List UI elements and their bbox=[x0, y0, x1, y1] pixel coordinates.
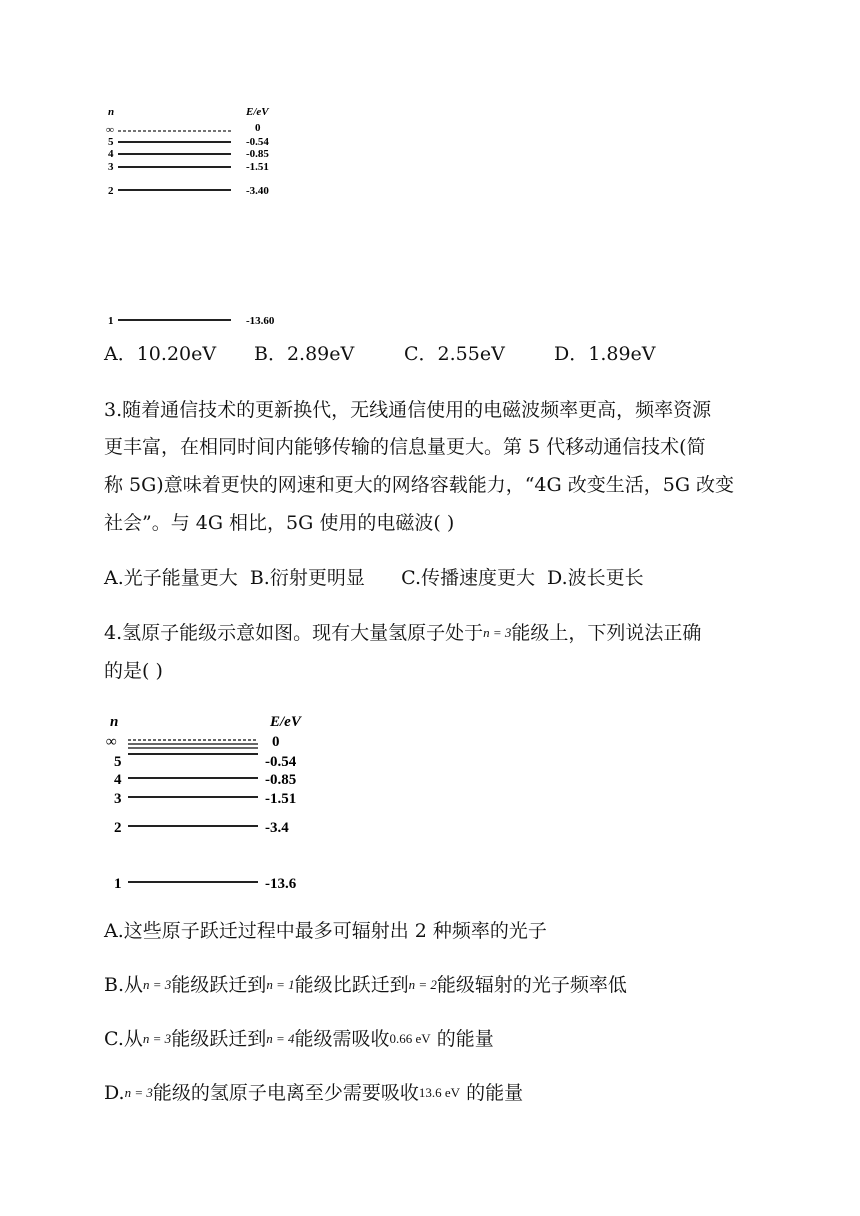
q4-option-b-n2: n = 2 bbox=[408, 977, 437, 992]
q4-option-b-n1: n = 1 bbox=[266, 977, 295, 992]
level-label-inf: ∞ bbox=[106, 124, 114, 136]
q4-option-c-n4: n = 4 bbox=[266, 1031, 295, 1046]
q4-option-a: A.这些原子跃迁过程中最多可辐射出 2 种频率的光子 bbox=[104, 920, 547, 942]
level-energy-inf: 0 bbox=[255, 122, 261, 134]
level-label-3: 3 bbox=[114, 791, 122, 807]
n-header: n bbox=[110, 714, 119, 730]
q4-option-d-text-3: 的能量 bbox=[460, 1082, 524, 1104]
level-label-5: 5 bbox=[108, 136, 114, 148]
level-label-4: 4 bbox=[108, 148, 114, 160]
q4-option-b bbox=[104, 967, 627, 1003]
level-energy-3: -1.51 bbox=[246, 161, 269, 173]
q3-line-4: 社会”。与 4G 相比，5G 使用的电磁波( ) bbox=[104, 512, 455, 534]
n-header: n bbox=[108, 106, 115, 118]
q3-line-3: 称 5G)意味着更快的网速和更大的网络容载能力，“4G 改变生活，5G 改变 bbox=[104, 474, 735, 496]
q3-line-2: 更丰富，在相同时间内能够传输的信息量更大。第 5 代移动通信技术(简 bbox=[104, 436, 706, 458]
level-label-2: 2 bbox=[108, 185, 114, 197]
q4-option-c-text-3: 能级需吸收 bbox=[294, 1028, 390, 1050]
level-energy-2: -3.4 bbox=[265, 820, 289, 836]
q4-option-b-text-4: 能级辐射的光子频率低 bbox=[436, 974, 627, 996]
q4-line-1 bbox=[104, 615, 701, 651]
q4-option-b-n3: n = 3 bbox=[143, 977, 172, 992]
q4-option-c-text-1: C.从 bbox=[104, 1028, 143, 1050]
q3-line-1: 3.随着通信技术的更新换代，无线通信使用的电磁波频率更高，频率资源 bbox=[104, 399, 712, 421]
q2-option-c: C．2.55eV bbox=[404, 343, 505, 365]
level-energy-inf: 0 bbox=[272, 734, 280, 750]
level-label-inf: ∞ bbox=[106, 734, 117, 750]
e-header: E/eV bbox=[246, 106, 269, 118]
level-label-1: 1 bbox=[114, 876, 122, 892]
q2-option-a: A．10.20eV bbox=[104, 343, 217, 365]
energy-level-diagram-1 bbox=[100, 100, 300, 335]
q4-option-d-text-1: D. bbox=[104, 1082, 125, 1104]
level-energy-3: -1.51 bbox=[265, 791, 297, 807]
q4-option-d-text-2: 能级的氢原子电离至少需要吸收 bbox=[152, 1082, 419, 1104]
e-header: E/eV bbox=[270, 714, 301, 730]
q4-option-b-text-1: B.从 bbox=[104, 974, 144, 996]
level-label-1: 1 bbox=[108, 315, 114, 327]
level-energy-4: -0.85 bbox=[265, 772, 297, 788]
q4-line-2: 的是( ) bbox=[104, 660, 163, 682]
level-label-3: 3 bbox=[108, 161, 114, 173]
level-energy-2: -3.40 bbox=[246, 185, 269, 197]
q2-options bbox=[104, 336, 656, 372]
energy-level-diagram-2 bbox=[100, 708, 320, 898]
level-energy-4: -0.85 bbox=[246, 148, 269, 160]
q3-options: A.光子能量更大 B.衍射更明显 C.传播速度更大 D.波长更长 bbox=[104, 567, 644, 589]
level-energy-5: -0.54 bbox=[265, 754, 297, 770]
q4-option-c bbox=[104, 1021, 494, 1057]
q4-option-c-n3: n = 3 bbox=[142, 1031, 172, 1046]
q4-option-b-text-2: 能级跃迁到 bbox=[171, 974, 267, 996]
level-energy-1: -13.6 bbox=[265, 876, 297, 892]
q2-option-b: B．2.89eV bbox=[254, 343, 355, 365]
level-label-5: 5 bbox=[114, 754, 122, 770]
q4-line-1-pre: 4.氢原子能级示意如图。现有大量氢原子处于 bbox=[104, 622, 484, 644]
level-label-2: 2 bbox=[114, 820, 122, 836]
q4-n3: n = 3 bbox=[483, 625, 512, 640]
q4-option-c-value: 0.66 eV bbox=[389, 1031, 431, 1046]
level-energy-5: -0.54 bbox=[246, 136, 269, 148]
q2-option-d: D．1.89eV bbox=[554, 343, 656, 365]
q4-option-d-n3: n = 3 bbox=[124, 1085, 153, 1100]
q4-line-1-post: 能级上，下列说法正确 bbox=[511, 622, 702, 644]
level-label-4: 4 bbox=[114, 772, 122, 788]
q4-option-b-text-3: 能级比跃迁到 bbox=[294, 974, 409, 996]
q4-option-d bbox=[104, 1075, 523, 1111]
level-energy-1: -13.60 bbox=[246, 315, 275, 327]
q4-option-c-text-2: 能级跃迁到 bbox=[171, 1028, 267, 1050]
q4-option-d-value: 13.6 eV bbox=[418, 1085, 461, 1100]
q4-option-c-text-4: 的能量 bbox=[430, 1028, 494, 1050]
